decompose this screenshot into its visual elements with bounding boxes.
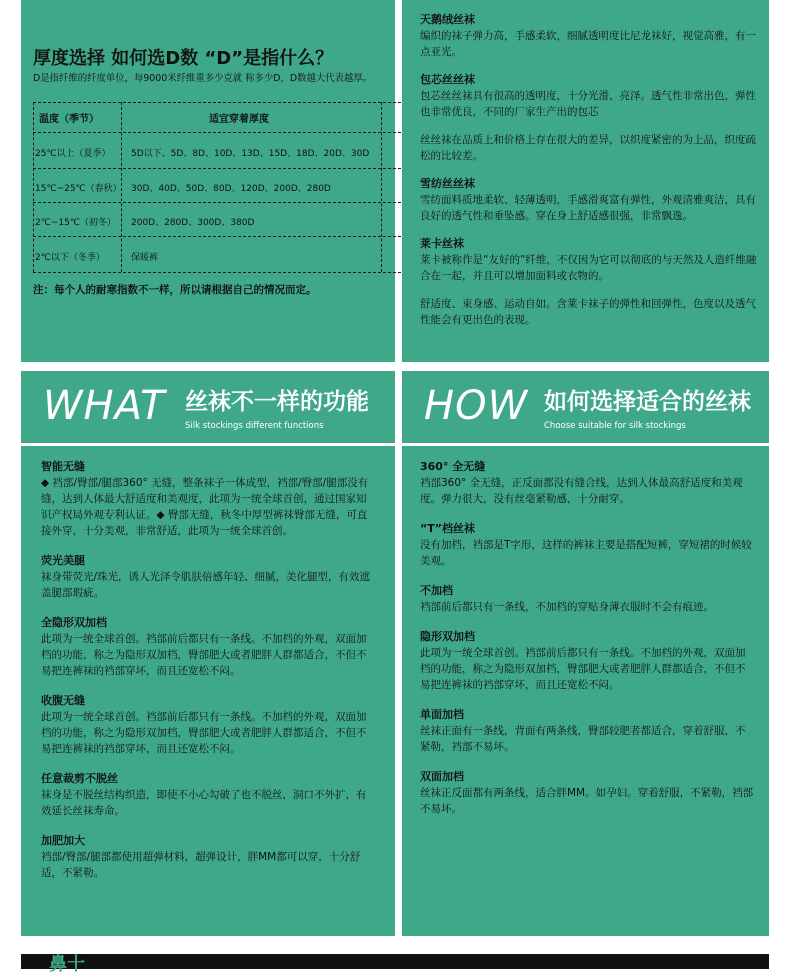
- how-list: [420, 459, 755, 817]
- material-text: 舒适度、束身感、运动自如。含莱卡袜子的弹性和回弹性，色度以及透气性能会有更出色的表现。: [420, 298, 756, 326]
- col-header-thickness: 适宜穿着厚度: [209, 114, 269, 125]
- bottom-strip-label: 鼻十: [49, 954, 85, 975]
- row-thickness: 30D、40D、50D、80D、120D、200D、280D: [131, 184, 331, 194]
- col-header-season: 温度（季节）: [39, 114, 99, 125]
- material-text: 莱卡被称作是“友好的”纤维，不仅因为它可以彻底的与天然及人造纤维融合在一起，并且可以增加面料或衣物的。: [420, 254, 757, 282]
- type-title: 双面加档: [420, 770, 464, 783]
- type-title: 360° 全无缝: [420, 460, 486, 473]
- thickness-note: 注：每个人的耐寒指数不一样，所以请根据自己的情况而定。: [33, 284, 317, 296]
- what-title-cn: 丝袜不一样的功能: [185, 389, 369, 415]
- divider: [402, 443, 769, 446]
- what-title-en: Silk stockings different functions: [185, 421, 324, 431]
- material-text: 编织的袜子弹力高，手感柔软，细腻透明度比尼龙袜好，视觉高雅，有一点亚光。: [420, 30, 756, 58]
- row-thickness: 200D、280D、300D、380D: [131, 218, 255, 228]
- feature-title: 任意裁剪不脱丝: [41, 772, 118, 785]
- feature-title: 智能无缝: [41, 460, 85, 473]
- type-text: 丝袜正面有一条线，背面有两条线，臀部较肥者都适合，穿着舒服，不紧勒，裆部不易坏。: [420, 725, 746, 753]
- feature-title: 全隐形双加档: [41, 616, 107, 629]
- material-text: 丝丝袜在品质上和价格上存在很大的差异，以织度紧密的为上品，织度疏松的比较差。: [420, 134, 756, 162]
- row-thickness: 5D以下、5D、8D、10D、13D、15D、18D、20D、30D: [131, 149, 370, 159]
- how-title-en: Choose suitable for silk stockings: [544, 421, 686, 431]
- feature-title: 加肥加大: [41, 834, 85, 847]
- type-text: 裆部前后都只有一条线，不加档的穿贴身薄衣服时不会有痕迹。: [420, 601, 714, 613]
- feature-text: 此项为一统全球首创。裆部前后都只有一条线。不加档的外观，双面加档的功能，称之为隐形双加档，臀部肥大或者肥胖人群都适合，不但不易把连裤袜的裆部穿坏，而且还宽松不闷。: [41, 633, 367, 677]
- type-text: 没有加档，裆部是T字形，这样的裤袜主要是搭配短裤，穿短裙的时候较美观。: [420, 539, 752, 567]
- type-text: 裆部360° 全无缝，正反面都没有缝合线，达到人体最高舒适度和美观度。弹力很大，没有丝毫紧勒感，十分耐穿。: [420, 477, 743, 505]
- feature-text: 袜身带荧光/珠光，诱人光泽令肌肤倍感年轻、细腻，美化腿型，有效遮盖腿部瑕疵。: [41, 571, 371, 599]
- type-title: 隐形双加档: [420, 630, 475, 643]
- material-text: 包芯丝丝袜具有很高的透明度，十分光滑、亮泽。透气性非常出色，弹性也非常优良，不同的厂家生产出的包芯: [420, 90, 756, 118]
- row-season: 15℃~25℃（春秋）: [35, 184, 122, 194]
- material-title: 包芯丝丝袜: [420, 73, 475, 86]
- bottom-strip: [21, 954, 769, 975]
- how-title-cn: 如何选择适合的丝袜: [544, 389, 751, 415]
- type-title: 不加档: [420, 584, 453, 597]
- type-title: “T”档丝袜: [420, 522, 475, 535]
- type-text: 丝袜正反面都有两条线，适合胖MM。如孕妇。穿着舒服，不紧勒，裆部不易坏。: [420, 787, 754, 815]
- row-season: 25℃以上（夏季）: [35, 149, 111, 159]
- materials-panel: [402, 0, 769, 362]
- what-panel: [21, 371, 395, 936]
- type-title: 单面加档: [420, 708, 464, 721]
- feature-title: 荧光美腿: [41, 554, 85, 567]
- thickness-title: 厚度选择 如何选D数 “D”是指什么？: [33, 48, 334, 69]
- feature-text: 袜身是不脱丝结构织造，即使不小心勾破了也不脱丝，洞口不外扩，有效延长丝袜寿命。: [41, 789, 367, 817]
- row-thickness: 保暖裤: [131, 253, 159, 263]
- feature-text: ◆ 裆部/臀部/腿部360° 无缝，整条袜子一体成型，裆部/臀部/腿部没有缝，达到人体最大舒适度和美观度，此项为一统全球首创，通过国家知识产权局外观专利认证。◆ 臀部无缝，秋冬中厚型裤袜臀部无缝，可直接外穿，十分美观，非常舒适，此项为一统全球首创。: [41, 477, 369, 537]
- feature-title: 收腹无缝: [41, 694, 85, 707]
- material-title: 雪纺丝丝袜: [420, 177, 475, 190]
- material-text: 雪纺面料质地柔软、轻薄透明，手感滑爽富有弹性，外观清雅爽洁，具有良好的透气性和垂坠感。穿在身上舒适感很强，非常飘逸。: [420, 194, 756, 222]
- material-title: 天鹅绒丝袜: [420, 13, 475, 26]
- how-header: [402, 371, 769, 441]
- feature-text: 裆部/臀部/腿部都使用超弹材料，超弹设计，胖MM都可以穿，十分舒适，不紧勒。: [41, 851, 361, 879]
- row-season: 2℃~15℃（初冬）: [35, 218, 116, 228]
- materials-list: [420, 12, 760, 328]
- feature-text: 此项为一统全球首创。裆部前后都只有一条线。不加档的外观，双面加档的功能，称之为隐形双加档，臀部肥大或者肥胖人群都适合，不但不易把连裤袜的裆部穿坏，而且还宽松不闷。: [41, 711, 367, 755]
- what-list: [41, 459, 376, 881]
- thickness-subtitle: D是指纤维的纤度单位，每9000米纤维重多少克就 称多少D，D数越大代表越厚。: [33, 73, 373, 84]
- type-text: 此项为一统全球首创。裆部前后都只有一条线。不加档的外观，双面加档的功能，称之为隐形双加档，臀部肥大或者肥胖人群都适合，不但不易把连裤袜的裆部穿坏，而且还宽松不闷。: [420, 647, 746, 691]
- divider: [21, 443, 395, 446]
- material-title: 莱卡丝袜: [420, 237, 464, 250]
- what-big-title: WHAT: [43, 383, 166, 429]
- how-panel: [402, 371, 769, 936]
- what-header: [21, 371, 395, 441]
- thickness-panel: [21, 0, 395, 362]
- thickness-table: [33, 102, 401, 272]
- how-big-title: HOW: [424, 383, 529, 429]
- row-season: 2℃以下（冬季）: [35, 253, 105, 263]
